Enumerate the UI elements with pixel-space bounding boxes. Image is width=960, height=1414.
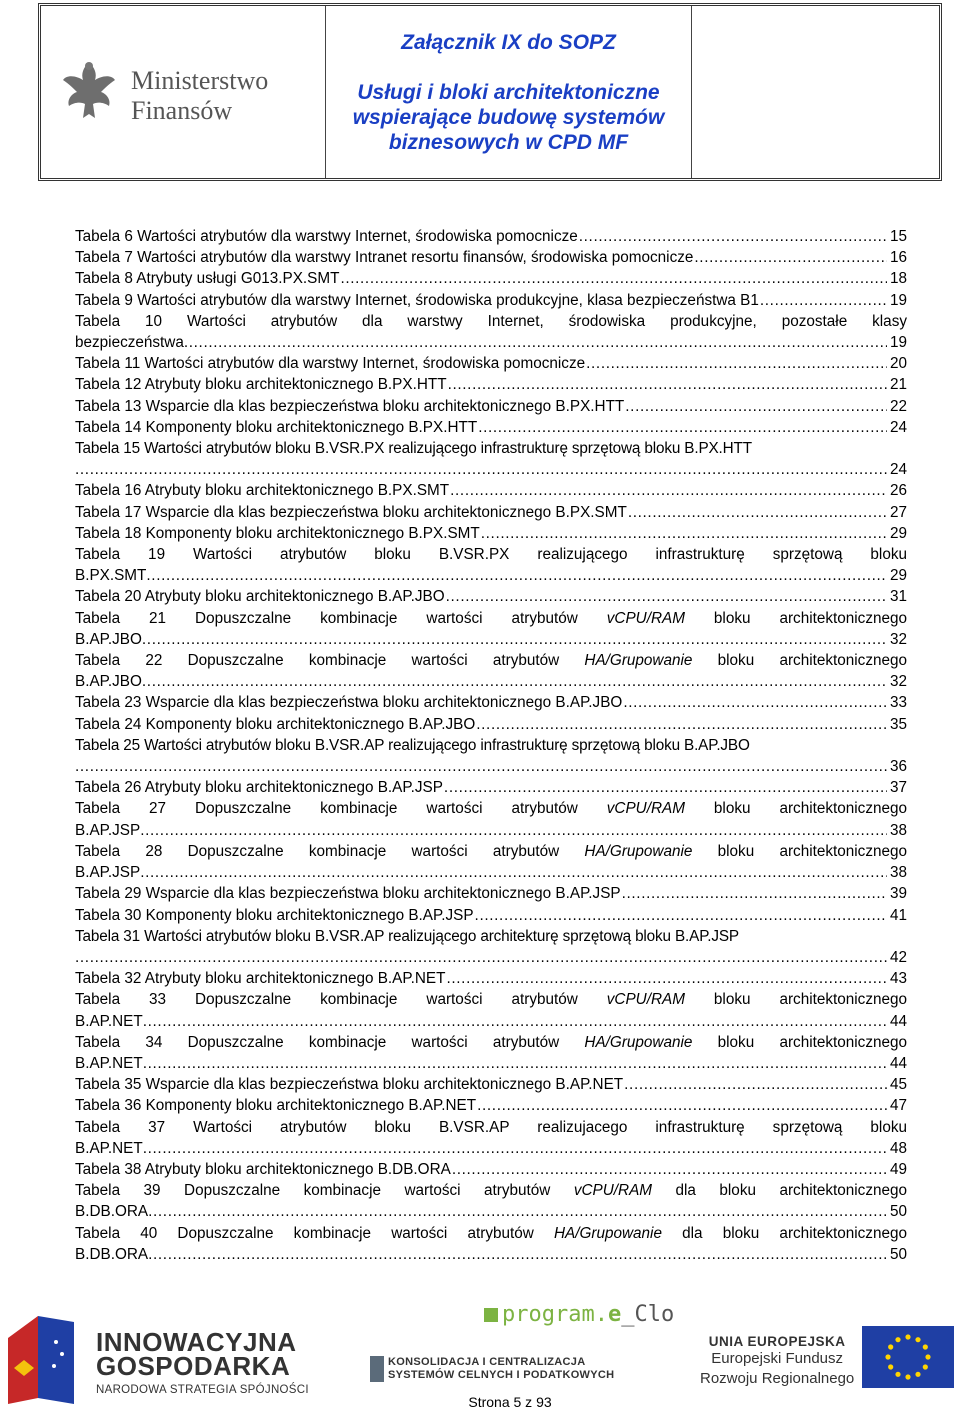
toc-entry[interactable] — [75, 968, 907, 989]
toc-entry[interactable] — [75, 226, 907, 247]
toc-leader — [446, 968, 887, 989]
toc-leader — [476, 714, 887, 735]
toc-entry-title-em: vCPU/RAM — [573, 1182, 653, 1200]
kons-line2: SYSTEMÓW CELNYCH I PODATKOWYCH — [388, 1369, 615, 1381]
toc-entry-title: Tabela 25 Wartości atrybutów bloku B.VSR.AP realizującego infrastrukturę sprzętową bloku B.AP.JBO — [75, 736, 750, 754]
toc-entry-title-cont: B.AP.NET — [75, 1139, 143, 1157]
toc-leader — [143, 1053, 887, 1074]
toc-entry-title: Tabela 20 Atrybuty bloku architektonicznego B.AP.JBO — [75, 586, 446, 607]
toc-entry-page: 45 — [889, 1076, 907, 1094]
toc-entry-page: 19 — [889, 291, 907, 309]
toc-entry-title: Tabela 36 Komponenty bloku architektonicznego B.AP.NET — [75, 1095, 477, 1116]
eu-star-icon — [915, 1372, 920, 1377]
toc-entry[interactable] — [75, 608, 907, 650]
toc-entry-title-cont: B.DB.ORA — [75, 1245, 149, 1263]
toc-line1 — [75, 438, 907, 459]
toc-entry-page: 44 — [889, 1054, 907, 1072]
toc-entry-title: Tabela 23 Wsparcie dla klas bezpieczeństwa bloku architektonicznego B.AP.JBO — [75, 692, 623, 713]
toc-entry-page: 22 — [889, 397, 907, 415]
toc-leader — [142, 671, 887, 692]
toc-entry-title: Tabela 19 Wartości atrybutów bloku B.VSR.PX realizującego infrastrukturę sprzętową bloku — [75, 546, 907, 564]
toc-entry-title: Tabela 38 Atrybuty bloku architektonicznego B.DB.ORA — [75, 1159, 452, 1180]
toc-entry-page: 24 — [889, 461, 907, 479]
table-of-tables — [75, 226, 907, 1265]
program-e: e — [607, 1302, 622, 1327]
toc-entry-title-pre: Tabela 28 Dopuszczalne kombinacje wartości atrybutów — [75, 842, 585, 860]
toc-entry-title-em: vCPU/RAM — [606, 991, 685, 1009]
toc-line2 — [75, 1053, 907, 1074]
toc-entry-title-em: vCPU/RAM — [606, 609, 685, 627]
kons-line1: KONSOLIDACJA I CENTRALIZACJA — [388, 1356, 586, 1368]
document-subtitle: Usługi i bloki architektoniczne wspierające budowę systemów biznesowych w CPD MF — [352, 81, 665, 154]
page-header — [38, 3, 942, 181]
toc-entry[interactable] — [75, 905, 907, 926]
toc-line2 — [75, 756, 907, 777]
konsolidacja-logo-text — [388, 1356, 614, 1382]
eu-star-icon — [905, 1334, 910, 1339]
toc-entry-title: Tabela 6 Wartości atrybutów dla warstwy Internet, środowiska pomocnicze — [75, 226, 579, 247]
ministry-name — [131, 66, 268, 126]
toc-entry-page: 21 — [889, 376, 907, 394]
program-eclo-logo — [484, 1302, 674, 1327]
toc-leader — [143, 1011, 887, 1032]
toc-entry-page: 31 — [889, 588, 907, 606]
toc-entry-title-post: bloku architektonicznego — [684, 991, 908, 1009]
program-word: program. — [502, 1302, 608, 1327]
toc-leader — [477, 1095, 887, 1116]
toc-entry-title-post: dla bloku architektonicznego — [661, 1224, 907, 1242]
toc-line1 — [75, 650, 907, 671]
toc-entry-title-cont: B.PX.SMT — [75, 567, 147, 585]
toc-entry[interactable] — [75, 290, 907, 311]
toc-entry-title-em: vCPU/RAM — [606, 800, 685, 818]
toc-leader — [586, 353, 887, 374]
toc-leader — [481, 523, 887, 544]
toc-entry[interactable] — [75, 1159, 907, 1180]
toc-entry-title: Tabela 29 Wsparcie dla klas bezpieczeństwa bloku architektonicznego B.AP.JSP — [75, 883, 622, 904]
toc-leader — [478, 417, 887, 438]
toc-entry[interactable] — [75, 1223, 907, 1265]
page-footer — [0, 1296, 960, 1414]
eagle-emblem-icon — [59, 58, 119, 128]
toc-leader — [184, 332, 887, 353]
toc-entry-title: Tabela 13 Wsparcie dla klas bezpieczeństwa bloku architektonicznego B.PX.HTT — [75, 396, 625, 417]
toc-line2 — [75, 671, 907, 692]
toc-entry[interactable] — [75, 692, 907, 713]
eu-star-icon — [925, 1354, 930, 1359]
toc-line2 — [75, 565, 907, 586]
toc-entry-title-post: bloku architektonicznego — [692, 652, 908, 670]
toc-line2 — [75, 332, 907, 353]
toc-entry-title: Tabela 12 Atrybuty bloku architektonicznego B.PX.HTT — [75, 374, 448, 395]
toc-line2 — [75, 820, 907, 841]
document-title: Załącznik IX do SOPZ — [401, 31, 616, 54]
toc-line2 — [75, 1244, 907, 1265]
ministry-line1: Ministerstwo — [131, 66, 269, 95]
toc-leader — [75, 459, 887, 480]
toc-entry-title-post: bloku architektonicznego — [684, 800, 908, 818]
ministry-line2: Finansów — [131, 96, 233, 125]
toc-entry-title-post: bloku architektonicznego — [692, 1033, 908, 1051]
toc-entry[interactable] — [75, 1180, 907, 1222]
toc-entry-title-pre: Tabela 21 Dopuszczalne kombinacje wartości atrybutów — [75, 609, 607, 627]
ue-line3: Rozwoju Regionalnego — [700, 1370, 855, 1387]
toc-entry-title: Tabela 7 Wartości atrybutów dla warstwy Intranet resortu finansów, środowiska pomocnicze — [75, 247, 694, 268]
toc-entry-page: 18 — [889, 270, 907, 288]
toc-leader — [140, 820, 887, 841]
ue-line2: Europejski Fundusz — [711, 1350, 843, 1367]
toc-leader — [623, 692, 887, 713]
toc-leader — [146, 565, 887, 586]
toc-entry[interactable] — [75, 1117, 907, 1159]
toc-entry-page: 48 — [889, 1139, 907, 1157]
toc-entry[interactable] — [75, 841, 907, 883]
toc-entry-title-cont: B.AP.JSP — [75, 821, 141, 839]
toc-entry-page: 43 — [889, 970, 907, 988]
toc-line1 — [75, 841, 907, 862]
toc-entry[interactable] — [75, 926, 907, 968]
toc-line1 — [75, 798, 907, 819]
toc-entry[interactable] — [75, 544, 907, 586]
konsolidacja-icon — [370, 1356, 384, 1382]
toc-entry-title: Tabela 24 Komponenty bloku architektonicznego B.AP.JBO — [75, 714, 476, 735]
ig-line1: INNOWACYJNA — [96, 1327, 297, 1357]
toc-entry[interactable] — [75, 247, 907, 268]
toc-leader — [628, 502, 887, 523]
toc-entry-title-pre: Tabela 33 Dopuszczalne kombinacje wartości atrybutów — [75, 991, 607, 1009]
toc-line1 — [75, 926, 907, 947]
toc-entry-page: 50 — [889, 1203, 907, 1221]
toc-line1 — [75, 544, 907, 565]
eu-star-icon — [895, 1372, 900, 1377]
toc-entry[interactable] — [75, 989, 907, 1031]
toc-leader — [75, 756, 887, 777]
toc-entry-page: 29 — [889, 567, 907, 585]
toc-entry-page: 38 — [889, 821, 907, 839]
toc-entry-title-post: bloku architektonicznego — [692, 842, 908, 860]
toc-line1 — [75, 608, 907, 629]
innowacyjna-gospodarka-logo — [96, 1327, 297, 1381]
toc-entry-page: 29 — [889, 524, 907, 542]
toc-entry-page: 20 — [889, 355, 907, 373]
toc-entry-page: 42 — [889, 948, 907, 966]
toc-entry-title-cont: B.DB.ORA — [75, 1203, 149, 1221]
toc-entry-title-cont: B.AP.JBO — [75, 673, 142, 691]
toc-entry-title: Tabela 32 Atrybuty bloku architektonicznego B.AP.NET — [75, 968, 446, 989]
toc-entry-page: 50 — [889, 1245, 907, 1263]
eu-star-icon — [888, 1364, 893, 1369]
toc-entry-title-post: dla bloku architektonicznego — [652, 1182, 907, 1200]
toc-line1 — [75, 1117, 907, 1138]
toc-entry-title: Tabela 10 Wartości atrybutów dla warstwy Internet, środowiska produkcyjne, pozostałe klasy — [75, 312, 907, 330]
eu-star-icon — [895, 1337, 900, 1342]
ministry-logo — [59, 58, 309, 138]
toc-line1 — [75, 1032, 907, 1053]
toc-entry-title: Tabela 17 Wsparcie dla klas bezpieczeństwa bloku architektonicznego B.PX.SMT — [75, 502, 628, 523]
toc-leader — [340, 268, 887, 289]
toc-entry-page: 26 — [889, 482, 907, 500]
toc-entry-title-pre: Tabela 40 Dopuszczalne kombinacje wartości atrybutów — [75, 1224, 554, 1242]
ig-line2: GOSPODARKA — [96, 1351, 291, 1381]
innowacyjna-gospodarka-flag-icon — [8, 1308, 74, 1404]
toc-entry-title: Tabela 35 Wsparcie dla klas bezpieczeństwa bloku architektonicznego B.AP.NET — [75, 1074, 624, 1095]
toc-entry-title-em: HA/Grupowanie — [584, 652, 693, 670]
toc-entry-page: 41 — [889, 906, 907, 924]
ue-line1: UNIA EUROPEJSKA — [708, 1334, 846, 1349]
program-square-icon — [484, 1308, 498, 1322]
toc-leader — [142, 629, 887, 650]
toc-entry[interactable] — [75, 480, 907, 501]
toc-leader — [148, 1201, 887, 1222]
toc-entry[interactable] — [75, 417, 907, 438]
toc-entry[interactable] — [75, 396, 907, 417]
toc-entry-page: 32 — [889, 630, 907, 648]
toc-leader — [475, 905, 887, 926]
toc-entry[interactable] — [75, 586, 907, 607]
toc-entry-page: 36 — [889, 758, 907, 776]
toc-entry-title-cont: B.AP.NET — [75, 1054, 143, 1072]
toc-entry[interactable] — [75, 268, 907, 289]
toc-entry-page: 15 — [889, 228, 907, 245]
toc-entry-title: Tabela 30 Komponenty bloku architektonicznego B.AP.JSP — [75, 905, 475, 926]
toc-entry-title-pre: Tabela 39 Dopuszczalne kombinacje wartości atrybutów — [75, 1182, 574, 1200]
eu-fund-text — [700, 1334, 854, 1389]
toc-entry-title: Tabela 31 Wartości atrybutów bloku B.VSR.AP realizującego architekturę sprzętową bloku B.AP.JSP — [75, 927, 739, 945]
page-number: Strona 5 z 93 — [468, 1394, 552, 1410]
toc-entry[interactable] — [75, 374, 907, 395]
toc-leader — [622, 883, 887, 904]
toc-line2 — [75, 1138, 907, 1159]
toc-entry[interactable] — [75, 798, 907, 840]
toc-entry[interactable] — [75, 523, 907, 544]
ig-subtitle: NARODOWA STRATEGIA SPÓJNOŚCI — [96, 1384, 309, 1396]
toc-line2 — [75, 1201, 907, 1222]
toc-entry-title: Tabela 37 Wartości atrybutów bloku B.VSR.AP realizujacego infrastrukturę sprzętową bloku — [75, 1118, 907, 1136]
toc-leader — [446, 586, 887, 607]
toc-entry-title-cont: B.AP.JSP — [75, 864, 141, 882]
toc-entry[interactable] — [75, 883, 907, 904]
toc-entry-page: 47 — [889, 1097, 907, 1115]
toc-entry-page: 24 — [889, 418, 907, 436]
toc-leader — [444, 777, 887, 798]
toc-entry-title: Tabela 14 Komponenty bloku architektonicznego B.PX.HTT — [75, 417, 478, 438]
toc-entry-page: 38 — [889, 864, 907, 882]
program-clo: _Clo — [621, 1302, 675, 1327]
eu-star-icon — [923, 1344, 928, 1349]
toc-line2 — [75, 1011, 907, 1032]
toc-entry-title-em: HA/Grupowanie — [584, 842, 693, 860]
toc-entry[interactable] — [75, 1095, 907, 1116]
toc-line1 — [75, 1180, 907, 1201]
toc-entry-title-cont: B.AP.NET — [75, 1012, 143, 1030]
toc-entry-page: 19 — [889, 334, 907, 352]
toc-line1 — [75, 735, 907, 756]
toc-leader — [579, 226, 887, 247]
toc-entry[interactable] — [75, 735, 907, 777]
toc-line2 — [75, 629, 907, 650]
toc-entry-title-pre: Tabela 22 Dopuszczalne kombinacje wartości atrybutów — [75, 652, 585, 670]
toc-entry-title-em: HA/Grupowanie — [553, 1224, 662, 1242]
toc-entry[interactable] — [75, 1074, 907, 1095]
toc-leader — [140, 862, 887, 883]
toc-entry-page: 33 — [889, 694, 907, 712]
toc-entry[interactable] — [75, 714, 907, 735]
toc-entry-title-cont: bezpieczeństwa — [75, 334, 184, 352]
toc-entry-page: 37 — [889, 779, 907, 797]
toc-entry[interactable] — [75, 1032, 907, 1074]
eu-flag-icon — [862, 1326, 954, 1388]
toc-line2 — [75, 862, 907, 883]
eu-star-icon — [885, 1354, 890, 1359]
toc-entry-title: Tabela 18 Komponenty bloku architektonicznego B.PX.SMT — [75, 523, 481, 544]
toc-line2 — [75, 459, 907, 480]
toc-leader — [143, 1138, 887, 1159]
toc-leader — [452, 1159, 887, 1180]
eu-star-icon — [915, 1337, 920, 1342]
toc-entry-title-em: HA/Grupowanie — [584, 1033, 693, 1051]
toc-entry-page: 49 — [889, 1160, 907, 1178]
toc-leader — [625, 396, 887, 417]
toc-leader — [448, 374, 887, 395]
toc-entry-title-cont: B.AP.JBO — [75, 630, 142, 648]
toc-entry-page: 27 — [889, 503, 907, 521]
toc-entry[interactable] — [75, 311, 907, 353]
toc-entry[interactable] — [75, 353, 907, 374]
toc-entry-page: 39 — [889, 885, 907, 903]
toc-entry-title-pre: Tabela 34 Dopuszczalne kombinacje wartości atrybutów — [75, 1033, 585, 1051]
toc-entry-page: 16 — [889, 249, 907, 267]
toc-entry-title: Tabela 8 Atrybuty usługi G013.PX.SMT — [75, 268, 340, 289]
toc-entry-title-pre: Tabela 27 Dopuszczalne kombinacje wartości atrybutów — [75, 800, 607, 818]
toc-leader — [694, 247, 887, 268]
header-logo-cell — [41, 6, 326, 178]
toc-entry[interactable] — [75, 650, 907, 692]
toc-leader — [624, 1074, 887, 1095]
eu-star-icon — [923, 1364, 928, 1369]
toc-entry-title: Tabela 15 Wartości atrybutów bloku B.VSR.PX realizującego infrastrukturę sprzętową bloku B.PX.HTT — [75, 440, 752, 458]
toc-entry-title: Tabela 9 Wartości atrybutów dla warstwy Internet, środowiska produkcyjne, klasa bezpieczeństwa B1 — [75, 290, 760, 311]
eu-star-icon — [905, 1374, 910, 1379]
toc-entry[interactable] — [75, 502, 907, 523]
eu-star-icon — [888, 1344, 893, 1349]
toc-entry-title-post: bloku architektonicznego — [684, 609, 908, 627]
toc-leader — [760, 290, 887, 311]
toc-line1 — [75, 989, 907, 1010]
toc-leader — [148, 1244, 887, 1265]
toc-entry-title: Tabela 11 Wartości atrybutów dla warstwy Internet, środowiska pomocnicze — [75, 353, 586, 374]
toc-line2 — [75, 947, 907, 968]
toc-line1 — [75, 311, 907, 332]
toc-entry[interactable] — [75, 438, 907, 480]
toc-leader — [450, 480, 887, 501]
toc-leader — [75, 947, 887, 968]
toc-entry[interactable] — [75, 777, 907, 798]
toc-entry-title: Tabela 26 Atrybuty bloku architektonicznego B.AP.JSP — [75, 777, 444, 798]
header-divider — [691, 6, 692, 178]
toc-entry-page: 32 — [889, 673, 907, 691]
toc-entry-page: 35 — [889, 715, 907, 733]
toc-entry-page: 44 — [889, 1012, 907, 1030]
toc-line1 — [75, 1223, 907, 1244]
toc-entry-title: Tabela 16 Atrybuty bloku architektonicznego B.PX.SMT — [75, 480, 450, 501]
